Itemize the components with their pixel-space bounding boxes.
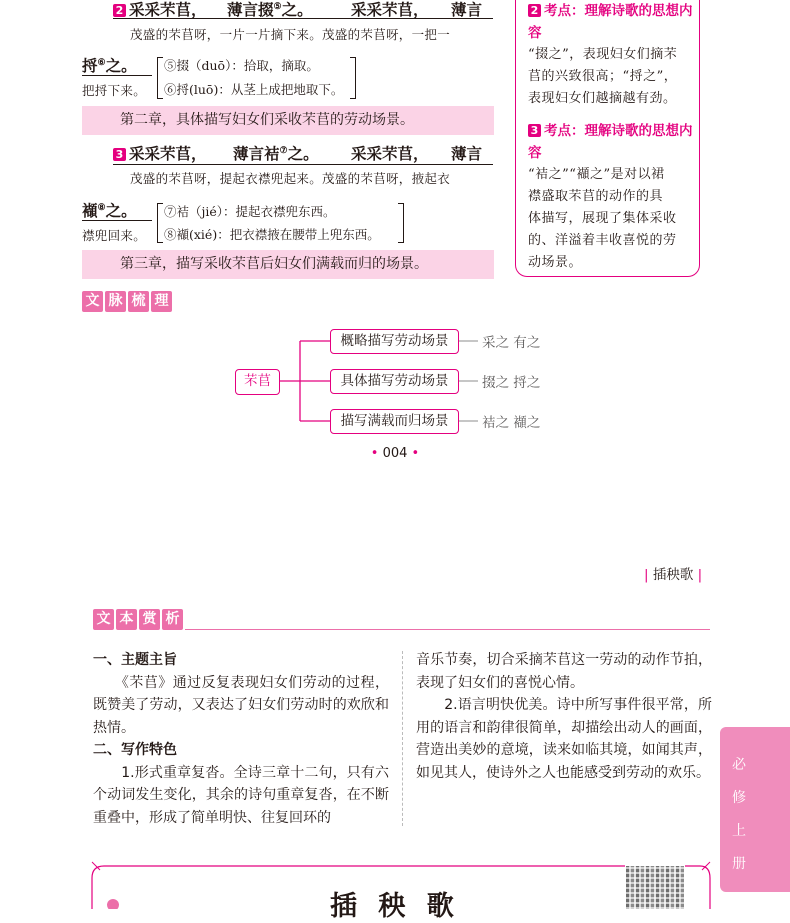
stanza-number: 2 <box>113 4 126 17</box>
poem-seg: 之。 <box>105 201 137 220</box>
sidebar-line: 苢的兴致很高；“捋之”， <box>528 69 678 84</box>
title-char: 理 <box>151 291 172 312</box>
poem-seg: 薄言袺 <box>233 144 280 163</box>
footnote: ⑧襭(xié)：把衣襟掖在腰带上兜东西。 <box>164 227 380 242</box>
translation: 茂盛的芣苢呀，一片一片摘下来。茂盛的芣苢呀，一把一 <box>130 27 451 42</box>
tab-char: 必 <box>732 757 746 773</box>
stanza-number: 3 <box>113 148 126 161</box>
next-title: 插 秧 歌 <box>330 891 460 922</box>
analysis-heading: 二、写作特色 <box>93 742 177 758</box>
footnote: ⑦袺（jié）：提起衣襟兜东西。 <box>164 204 336 219</box>
sidebar-heading: 考点：理解诗歌的思想内容 <box>528 123 693 161</box>
poem-seg: 之。 <box>281 0 313 19</box>
sidebar-line: 表现妇女们越摘越有劲。 <box>528 91 677 106</box>
mindmap-root: 芣苢 <box>235 369 280 395</box>
sidebar-num: 2 <box>528 4 541 17</box>
mindmap-branch: 概略描写劳动场景 <box>330 329 459 354</box>
sidebar-line: “袺之”“襭之”是对以裙 <box>528 167 665 182</box>
analysis-paragraph: 《芣苢》通过反复表现妇女们劳动的过程，既赞美了劳动，又表达了妇女们劳动时的欢欣和热情。 <box>93 674 389 736</box>
mindmap-leaf: 袺之 襭之 <box>482 415 541 431</box>
title-char: 脉 <box>105 291 126 312</box>
sidebar-line: 襟盛取芣苢的动作的具 <box>528 189 664 204</box>
mindmap-leaf: 掇之 捋之 <box>482 375 541 391</box>
poem-seg: 之。 <box>105 56 137 75</box>
poem-seg: 采采芣苢， <box>129 0 207 19</box>
sidebar-line: “掇之”，表现妇女们摘芣 <box>528 47 678 62</box>
title-char: 析 <box>162 609 183 630</box>
title-char: 文 <box>82 291 103 312</box>
title-char: 梳 <box>128 291 149 312</box>
translation: 茂盛的芣苢呀，提起衣襟兜起来。茂盛的芣苢呀，掖起衣 <box>130 171 451 186</box>
poem-seg: 薄言 <box>451 0 483 19</box>
note-mark[interactable]: ⑥ <box>97 57 106 68</box>
sidebar-num: 3 <box>528 124 541 137</box>
chapter-summary: 第三章，描写采收芣苢后妇女们满载而归的场景。 <box>82 250 494 279</box>
qr-code[interactable] <box>626 866 684 909</box>
poem-word: 捋 <box>82 56 98 75</box>
title-char: 赏 <box>139 609 160 630</box>
tab-char: 修 <box>732 790 746 806</box>
analysis-paragraph: 音乐节奏，切合采摘芣苢这一劳动的动作节拍，表现了妇女们的喜悦心情。 <box>416 652 712 691</box>
tab-char: 上 <box>732 823 746 839</box>
poem-seg: 薄言 <box>451 144 483 163</box>
translation: 襟兜回来。 <box>82 228 147 243</box>
page-number: • 004 • <box>370 446 420 461</box>
title-char: 文 <box>93 609 114 630</box>
note-mark[interactable]: ⑧ <box>97 202 106 213</box>
sidebar-line: 体描写，展现了集体采收 <box>528 211 677 226</box>
analysis-paragraph: 1.形式重章复沓。全诗三章十二句，只有六个动词发生变化，其余的诗句重章复沓，在不断重叠中，形成了简单明快、往复回环的 <box>93 764 389 826</box>
translation: 把捋下来。 <box>82 83 147 98</box>
running-header: | 插秧歌 | <box>644 567 703 583</box>
note-mark[interactable]: ⑦ <box>279 145 288 156</box>
analysis-paragraph: 2.语言明快优美。诗中所写事件很平常，所用的语言和韵律很简单，却描绘出动人的画面，营造出美妙的意境，读来如临其境，如闻其声，如见其人，使诗外之人也能感受到劳动的欢乐。 <box>416 697 712 781</box>
poem-seg: 之。 <box>287 144 319 163</box>
poem-word: 襭 <box>82 201 98 220</box>
footnote: ⑤掇（duō）：拾取，摘取。 <box>164 58 319 73</box>
title-char: 本 <box>116 609 137 630</box>
sidebar-line: 动场景。 <box>528 255 583 270</box>
mindmap-leaf: 采之 有之 <box>482 335 541 351</box>
mindmap-branch: 具体描写劳动场景 <box>330 369 459 394</box>
chapter-summary: 第二章，具体描写妇女们采收芣苢的劳动场景。 <box>82 106 494 135</box>
poem-seg: 采采芣苢， <box>351 0 429 19</box>
tab-char: 册 <box>732 856 746 872</box>
poem-seg: 采采芣苢， <box>129 144 207 163</box>
mindmap-branch: 描写满载而归场景 <box>330 409 459 434</box>
sidebar-heading: 考点：理解诗歌的思想内容 <box>528 3 693 41</box>
poem-seg: 薄言掇 <box>227 0 274 19</box>
analysis-heading: 一、主题主旨 <box>93 652 177 668</box>
poem-seg: 采采芣苢， <box>351 144 429 163</box>
footnote: ⑥捋(luō)：从茎上成把地取下。 <box>164 82 344 97</box>
sidebar-line: 的、洋溢着丰收喜悦的劳 <box>528 233 677 248</box>
note-mark[interactable]: ⑤ <box>273 1 282 12</box>
